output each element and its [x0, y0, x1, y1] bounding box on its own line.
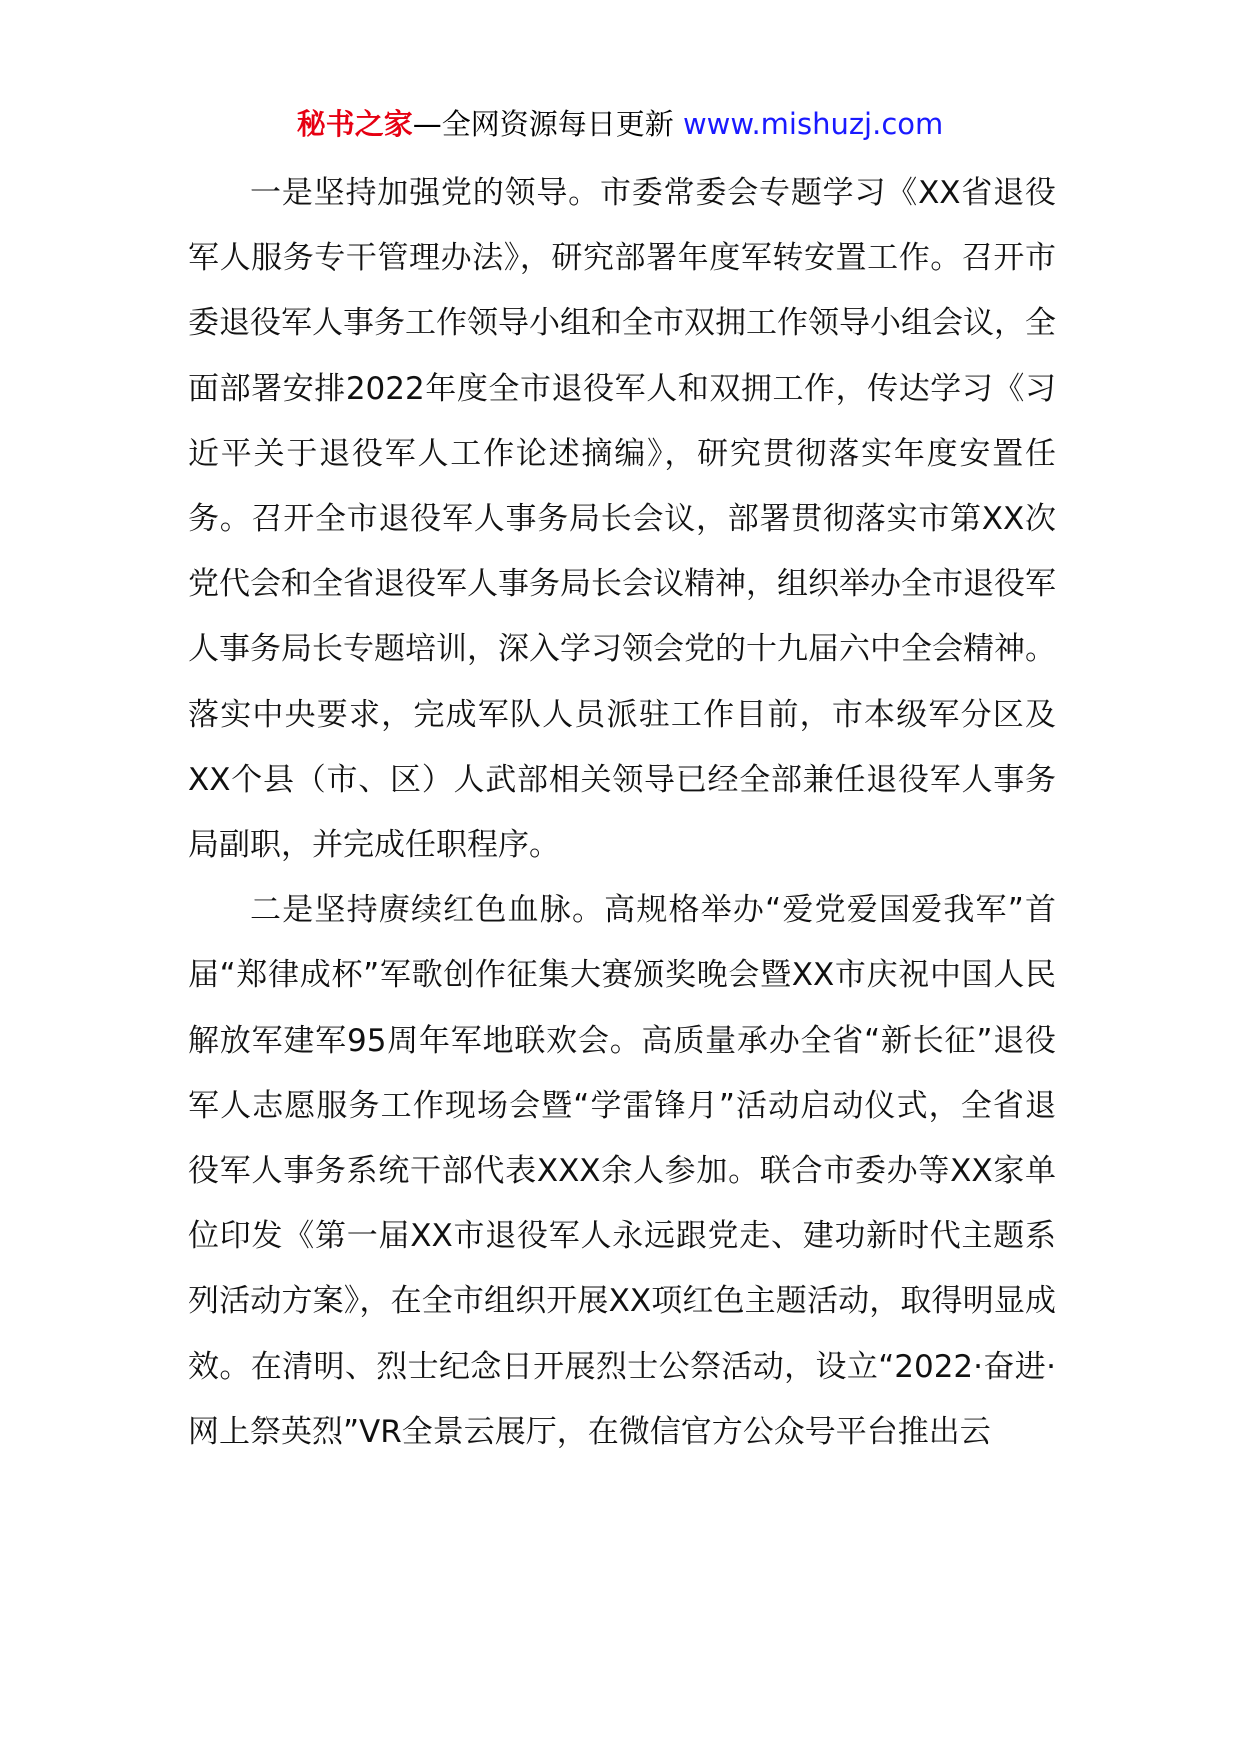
- header-url-link[interactable]: www.mishuzj.com: [682, 107, 944, 141]
- paragraph-2: 二是坚持赓续红色血脉。高规格举办“爱党爱国爱我军”首届“郑律成杯”军歌创作征集大赛颁奖晚会暨XX市庆祝中国人民解放军建军95周年军地联欢会。高质量承办全省“新长征”退役军人志愿服务工作现场会暨“学雷锋月”活动启动仪式，全省退役军人事务系统干部代表XXX余人参加。联合市委办等XX家单位印发《第一届XX市退役军人永远跟党走、建功新时代主题系列活动方案》，在全市组织开展XX项红色主题活动，取得明显成效。在清明、烈士纪念日开展烈士公祭活动，设立“2022·奋进·网上祭英烈”VR全景云展厅，在微信官方公众号平台推出云: [188, 892, 1056, 1450]
- document-body: [188, 161, 1056, 1465]
- header-brand: 秘书之家: [296, 107, 413, 141]
- header-slogan: —全网资源每日更新: [412, 107, 674, 141]
- page-header: [0, 100, 1240, 148]
- paragraph-1: 一是坚持加强党的领导。市委常委会专题学习《XX省退役军人服务专干管理办法》，研究部署年度军转安置工作。召开市委退役军人事务工作领导小组和全市双拥工作领导小组会议，全面部署安排2022年度全市退役军人和双拥工作，传达学习《习近平关于退役军人工作论述摘编》，研究贯彻落实年度安置任务。召开全市退役军人事务局长会议，部署贯彻落实市第XX次党代会和全省退役军人事务局长会议精神，组织举办全市退役军人事务局长专题培训，深入学习领会党的十九届六中全会精神。落实中央要求，完成军队人员派驻工作目前，市本级军分区及XX个县（市、区）人武部相关领导已经全部兼任退役军人事务局副职，并完成任职程序。: [188, 175, 1056, 864]
